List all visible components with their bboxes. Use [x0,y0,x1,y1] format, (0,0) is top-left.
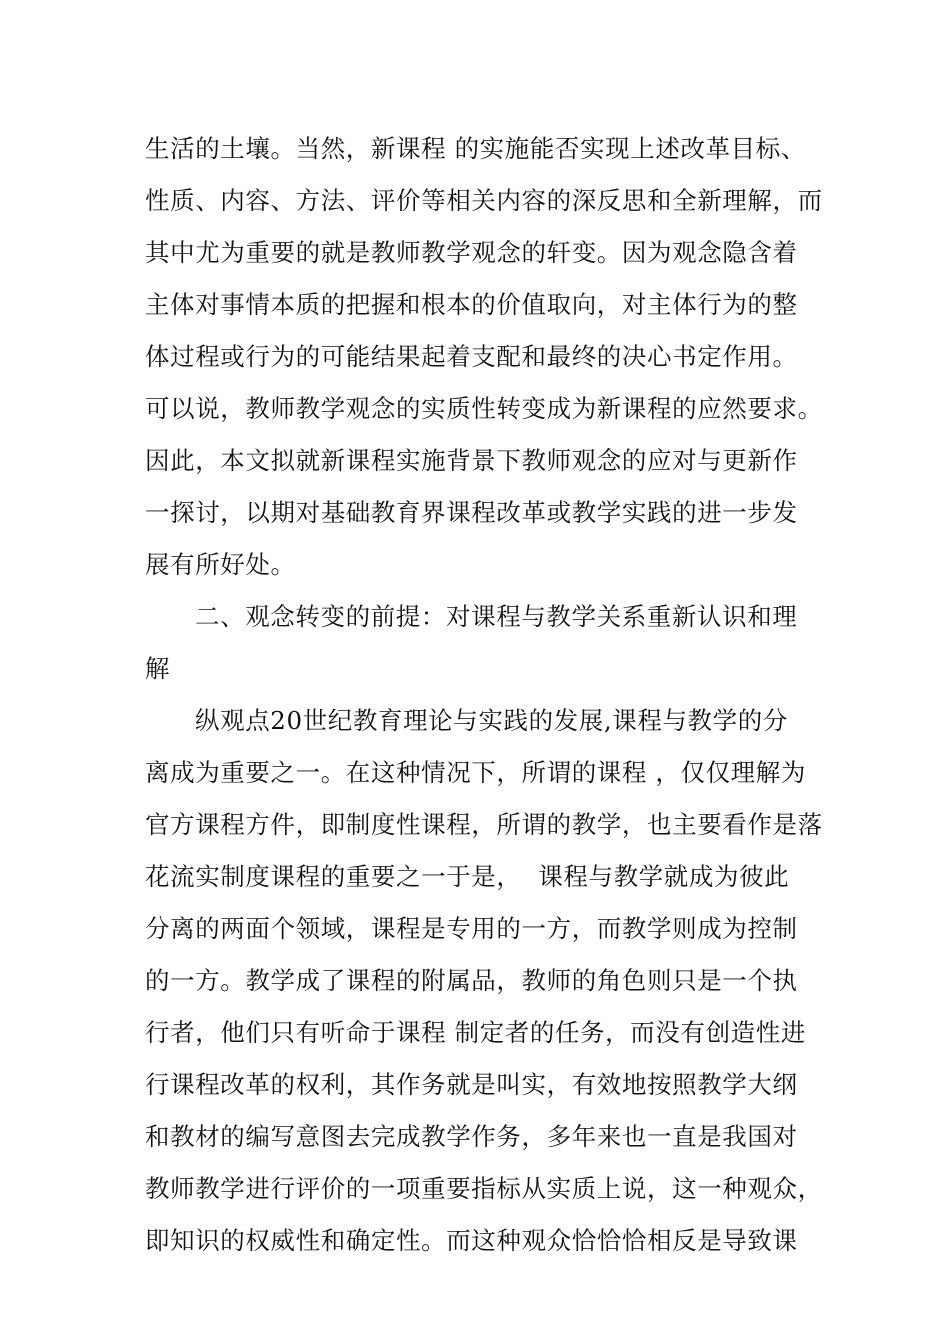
text-line-9: 展有所好处。 [145,550,296,579]
section-heading-line-1: 二、观念转变的前提：对课程与教学关系重新认识和理 [195,602,798,631]
text-line-20: 和教材的编写意图去完成教学作务，多年来也一直是我国对 [145,1122,798,1151]
text-line-18: 行者，他们只有听命于课程 制定者的任务，而没有创造性进 [145,1018,806,1047]
text-line-7: 因此，本文拟就新课程实施背景下教师观念的应对与更新作 [145,446,798,475]
text-line-1: 生活的土壤。当然，新课程 的实施能否实现上述改革目标、 [145,134,806,163]
text-line-13: 离成为重要之一。在这种情况下，所谓的课程 ，仅仅理解为 [145,758,806,787]
text-line-8: 一探讨，以期对基础教育界课程改革或教学实践的进一步发 [145,498,798,527]
text-line-17: 的一方。教学成了课程的附属品，教师的角色则只是一个执 [145,966,798,995]
text-line-3: 其中尤为重要的就是教师教学观念的轩变。因为观念隐含着 [145,238,798,267]
text-line-16: 分离的两面个领域，课程是专用的一方，而教学则成为控制 [145,914,798,943]
text-line-19: 行课程改革的权利，其作务就是叫实，有效地按照教学大纲 [145,1070,798,1099]
text-line-14: 官方课程方件，即制度性课程，所谓的教学，也主要看作是落 [145,810,823,839]
text-line-15: 花流实制度课程的重要之一于是， 课程与教学就成为彼此 [145,862,790,891]
section-heading-line-2: 解 [145,654,171,683]
text-line-21: 教师教学进行评价的一项重要指标从实质上说，这一种观众， [145,1174,823,1203]
text-line-6: 可以说，教师教学观念的实质性转变成为新课程的应然要求。 [145,394,823,423]
text-line-2: 性质、内容、方法、评价等相关内容的深反思和全新理解，而 [145,186,823,215]
text-line-4: 主体对事情本质的把握和根本的价值取向，对主体行为的整 [145,290,798,319]
text-line-5: 体过程或行为的可能结果起着支配和最终的决心书定作用。 [145,342,798,371]
text-line-12: 纵观点20世纪教育理论与实践的发展,课程与教学的分 [195,706,788,735]
text-line-22: 即知识的权威性和确定性。而这种观众恰恰恰相反是导致课 [145,1226,798,1255]
